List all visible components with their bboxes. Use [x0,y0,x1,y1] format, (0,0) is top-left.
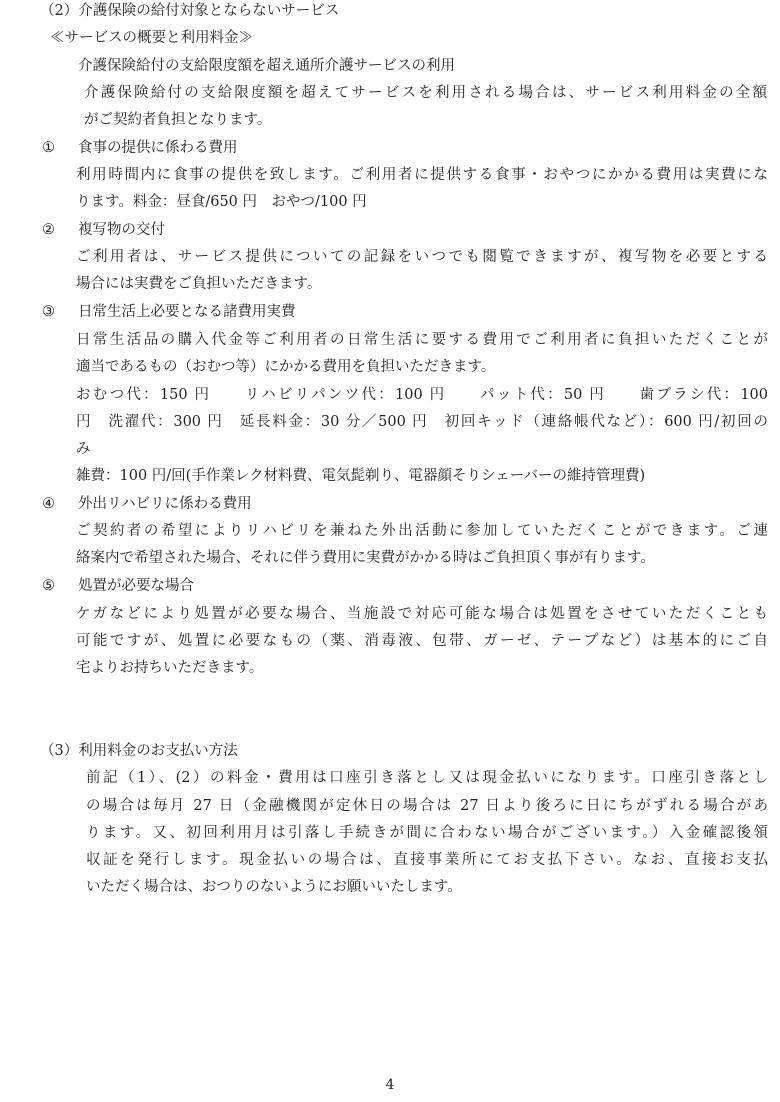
intro-body-line: 介護保険給付の支給限度額を超えてサービスを利用される場合は、サービス利用料金の全額 [84,85,767,101]
item-1-heading [42,138,238,160]
intro-body-line: がご契約者負担となります。 [84,112,272,128]
item-4-body-line: 絡案内で希望された場合、それに伴う費用に実費がかかる時はご負担頂く事が有ります。 [76,550,655,566]
item-2-heading [42,220,165,242]
item-number: ① [42,140,55,156]
item-5-heading [42,576,194,598]
section-3-body-line: いただく場合は、おつりのないようにお願いいたします。 [86,879,462,895]
item-number: ⑤ [42,578,55,594]
item-1-body-line: ります。料金：昼食/650 円 おやつ/100 円 [76,194,367,210]
item-title: 日常生活上必要となる諸費用実費 [78,304,296,320]
fee-list-line: 円 洗濯代：300 円 延長料金：30 分／500 円 初回キッド（連絡帳代など）：600 円/初回の [76,414,768,430]
misc-fee-line: 雑費：100 円/回(手作業レク材料費、電気髭剃り、電器顔そりシェーバーの維持管理費) [76,468,646,484]
item-number: ② [42,222,55,238]
item-number: ④ [42,496,55,512]
section-3-heading: （3）利用料金のお支払い方法 [40,743,238,759]
section-3-body-line: ります。又、初回利用月は引落し手続きが間に合わない場合がございます。）入金確認後領 [86,825,768,841]
section-3-body-line: 収証を発行します。現金払いの場合は、直接事業所にてお支払下さい。なお、直接お支払 [86,852,768,868]
fee-list-line: み [76,441,91,457]
section-3-body-line: 前記（1）、(2）の料金・費用は口座引き落とし又は現金払いになります。口座引き落とし [86,770,768,786]
item-title: 外出リハビリに係わる費用 [78,496,252,512]
item-3-body-line: 適当であるもの（おむつ等）にかかる費用を負担いただきます。 [76,359,496,375]
item-number: ③ [42,304,55,320]
item-1-body-line: 利用時間内に食事の提供を致します。ご利用者に提供する食事・おやつにかかる費用は実費にな [76,167,768,183]
item-4-heading [42,494,252,516]
item-3-body-line: 日常生活品の購入代金等ご利用者の日常生活に要する費用でご利用者に負担いただくことが [76,332,768,348]
item-5-body-line: 可能ですが、処置に必要なもの（薬、消毒液、包帯、ガーゼ、テープなど）は基本的にご自 [76,633,768,649]
section-3-body-line: の場合は毎月 27 日（金融機関が定休日の場合は 27 日より後ろに日にちがずれる場合があ [86,798,768,814]
item-2-body-line: ご利用者は、サービス提供についての記録をいつでも閲覧できますが、複写物を必要とする [76,249,768,265]
item-4-body-line: ご契約者の希望によりリハビリを兼ねた外出活動に参加していただくことができます。ご連 [76,523,768,539]
section-2-subheading: ≪サービスの概要と利用料金≫ [50,30,253,46]
item-3-heading [42,302,296,324]
page-number: 4 [385,1077,395,1093]
item-5-body-line: 宅よりお持ちいただきます。 [76,660,264,676]
item-title: 処置が必要な場合 [78,578,194,594]
item-5-body-line: ケガなどにより処置が必要な場合、当施設で対応可能な場合は処置をさせていただくことも [76,606,768,622]
fee-list-line: おむつ代：150 円 リハビリパンツ代：100 円 パット代：50 円 歯ブラシ代：100 [76,387,768,403]
item-title: 食事の提供に係わる費用 [78,140,238,156]
section-2-heading: （2）介護保険の給付対象とならないサービス [40,3,340,19]
item-title: 複写物の交付 [78,222,165,238]
item-2-body-line: 場合には実費をご負担いただきます。 [76,276,322,292]
intro-title: 介護保険給付の支給限度額を超え通所介護サービスの利用 [78,58,455,74]
